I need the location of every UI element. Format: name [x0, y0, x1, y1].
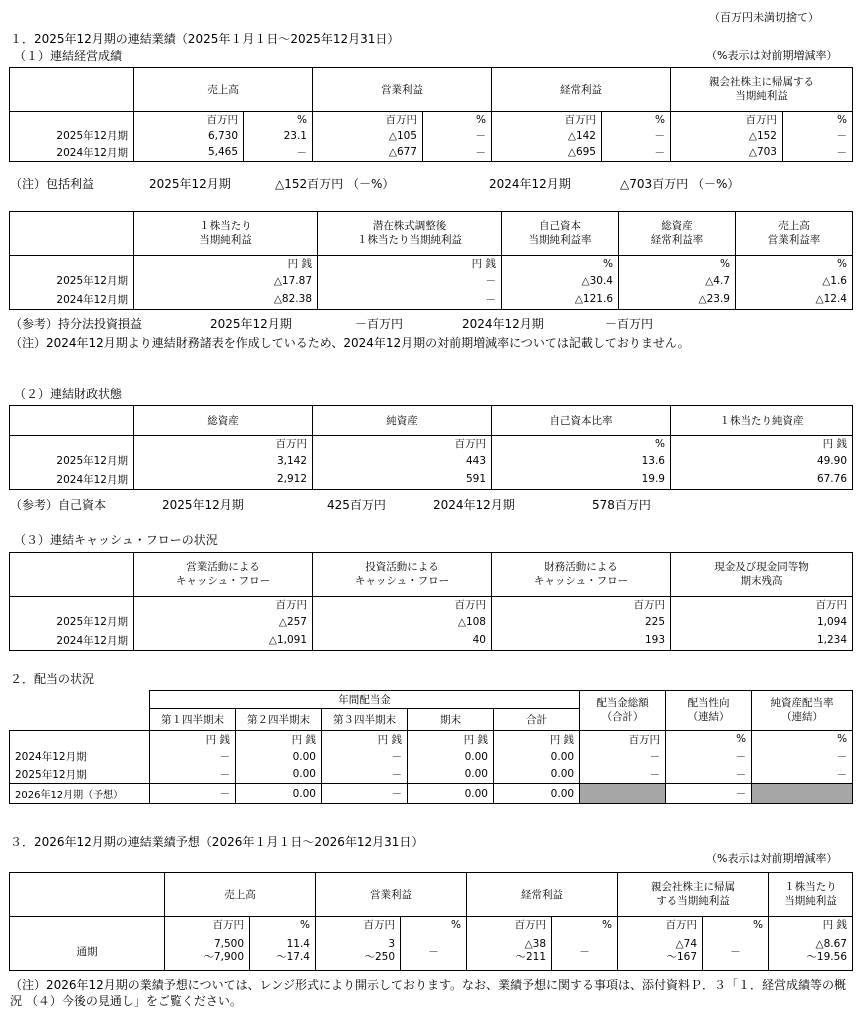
value-cell: △23.9	[619, 290, 736, 309]
comprehensive-note-label: （注）包括利益	[10, 177, 95, 191]
equity-note-label: （参考）自己資本	[10, 498, 107, 512]
unit-cell: 円 銭	[150, 731, 236, 748]
row-label: 2025年12月期	[10, 451, 134, 470]
table-row	[10, 933, 853, 971]
col-header: 親会社株主に帰属する 当期純利益	[671, 68, 853, 112]
section3-title: ３．2026年12月期の連結業績予想（2026年１月１日～2026年12月31日）	[10, 835, 424, 849]
row-label: 通期	[10, 933, 165, 971]
unit-note: （百万円未満切捨て）	[709, 11, 819, 24]
table-row	[10, 470, 853, 489]
col-header: １株当たり純資産	[671, 406, 853, 436]
unit-cell: 百万円	[134, 112, 244, 128]
unit-blank	[10, 436, 134, 452]
table-row	[10, 451, 853, 470]
value-cell: 13.6	[492, 451, 671, 470]
col-header: 財務活動による キャッシュ・フロー	[492, 553, 671, 597]
unit-cell: 百万円	[671, 597, 853, 613]
value-cell: －	[318, 271, 502, 290]
consolidation-note: （注）2024年12月期より連結財務諸表を作成しているため、2024年12月期の対前期増減率については記載しておりません。	[10, 336, 690, 350]
equity-note-period: 2025年12月期	[162, 498, 244, 512]
unit-cell: 円 銭	[322, 731, 408, 748]
row-label: 2026年12月期（予想）	[10, 784, 150, 804]
value-cell: 0.00	[236, 784, 322, 804]
unit-blank	[10, 256, 134, 272]
per-share-table	[9, 211, 853, 310]
table-row	[10, 127, 853, 144]
value-cell: △8.67 ～19.56	[769, 933, 853, 971]
unit-cell: 百万円	[492, 597, 671, 613]
value-cell: △30.4	[502, 271, 619, 290]
value-cell: 0.00	[236, 748, 322, 766]
value-cell: 225	[492, 612, 671, 631]
value-cell: －	[401, 933, 467, 971]
unit-cell: 円 銭	[494, 731, 580, 748]
forecast-note: （注）2026年12月期の業績予想については、レンジ形式により開示しております。なお、業績予想に関する事項は、添付資料Ｐ．３「１．経営成績等の概況 （４）今後の見通し」をご覧ください。	[10, 978, 847, 1009]
col-header: 合計	[494, 709, 580, 731]
header-blank	[10, 68, 134, 112]
value-cell: 7,500 ～7,900	[165, 933, 250, 971]
cash-flow-table	[9, 552, 853, 651]
col-header: 経常利益	[467, 873, 618, 917]
col-header: 営業利益	[316, 873, 467, 917]
value-cell: 19.9	[492, 470, 671, 489]
equity-note-value: 425百万円	[327, 498, 386, 512]
unit-cell: %	[401, 917, 467, 933]
value-cell: △1.6	[736, 271, 853, 290]
section1-sub1: （１）連結経営成績	[14, 49, 123, 63]
section1-title: １．2025年12月期の連結業績（2025年１月１日～2025年12月31日）	[10, 32, 400, 46]
pct-note: （%表示は対前期増減率）	[706, 852, 838, 865]
table-row	[10, 271, 853, 290]
header-blank	[10, 406, 134, 436]
unit-cell: 円 銭	[671, 436, 853, 452]
value-cell: 0.00	[236, 766, 322, 784]
comprehensive-note-value: △152百万円 （－%）	[275, 177, 395, 191]
value-cell: 0.00	[494, 748, 580, 766]
unit-cell: 百万円	[316, 917, 401, 933]
value-cell: 3 ～250	[316, 933, 401, 971]
equity-method-label: （参考）持分法投資損益	[10, 317, 143, 331]
value-cell: 40	[313, 631, 492, 650]
value-cell: －	[244, 144, 313, 161]
row-label: 2025年12月期	[10, 766, 150, 784]
value-cell: 49.90	[671, 451, 853, 470]
col-header: 自己資本比率	[492, 406, 671, 436]
financial-position-table	[9, 405, 853, 490]
equity-method-value: －百万円	[355, 317, 404, 331]
row-label: 2025年12月期	[10, 612, 134, 631]
value-cell: －	[666, 784, 752, 804]
value-cell: 5,465	[134, 144, 244, 161]
unit-cell: 円 銭	[236, 731, 322, 748]
unit-cell: %	[250, 917, 316, 933]
shaded-cell	[752, 784, 853, 804]
value-cell: △82.38	[134, 290, 318, 309]
col-header: 配当性向 （連結）	[666, 691, 752, 731]
unit-cell: 百万円	[134, 597, 313, 613]
table-row	[10, 631, 853, 650]
unit-cell: 百万円	[313, 436, 492, 452]
unit-cell: 百万円	[671, 112, 783, 128]
shaded-cell	[580, 784, 666, 804]
value-cell: △108	[313, 612, 492, 631]
unit-cell: %	[423, 112, 492, 128]
unit-cell: %	[736, 256, 853, 272]
unit-cell: 円 銭	[769, 917, 853, 933]
row-label: 2025年12月期	[10, 127, 134, 144]
section1-sub2: （２）連結財政状態	[14, 387, 123, 401]
value-cell: △105	[313, 127, 423, 144]
value-cell: －	[322, 748, 408, 766]
unit-blank	[10, 597, 134, 613]
value-cell: △257	[134, 612, 313, 631]
value-cell: 1,094	[671, 612, 853, 631]
value-cell: △38 ～211	[467, 933, 552, 971]
value-cell: －	[150, 784, 236, 804]
unit-blank	[10, 112, 134, 128]
table-row	[10, 748, 853, 766]
value-cell: 6,730	[134, 127, 244, 144]
col-header: 第１四半期末	[150, 709, 236, 731]
col-header: 売上高	[165, 873, 316, 917]
row-label: 2024年12月期	[10, 748, 150, 766]
unit-cell: %	[502, 256, 619, 272]
dividend-table	[9, 690, 853, 804]
value-cell: －	[703, 933, 769, 971]
value-cell: △703	[671, 144, 783, 161]
row-label: 2025年12月期	[10, 271, 134, 290]
value-cell: △152	[671, 127, 783, 144]
value-cell: 67.76	[671, 470, 853, 489]
value-cell: △74 ～167	[618, 933, 703, 971]
value-cell: －	[552, 933, 618, 971]
unit-cell: 円 銭	[408, 731, 494, 748]
value-cell: △4.7	[619, 271, 736, 290]
unit-cell: 百万円	[467, 917, 552, 933]
col-header: 親会社株主に帰属 する当期純利益	[618, 873, 769, 917]
col-header: 営業活動による キャッシュ・フロー	[134, 553, 313, 597]
value-cell: △1,091	[134, 631, 313, 650]
unit-blank	[10, 731, 150, 748]
unit-cell: 百万円	[313, 112, 423, 128]
section1-sub3: （３）連結キャッシュ・フローの状況	[14, 533, 218, 547]
value-cell: －	[752, 766, 853, 784]
header-blank	[10, 553, 134, 597]
header-blank	[10, 212, 134, 256]
value-cell: 591	[313, 470, 492, 489]
unit-cell: 百万円	[618, 917, 703, 933]
unit-cell: 百万円	[580, 731, 666, 748]
col-header: 経常利益	[492, 68, 671, 112]
pct-note: （%表示は対前期増減率）	[706, 49, 838, 62]
value-cell: －	[602, 127, 671, 144]
unit-cell: 円 銭	[318, 256, 502, 272]
col-header: 現金及び現金同等物 期末残高	[671, 553, 853, 597]
col-header: 投資活動による キャッシュ・フロー	[313, 553, 492, 597]
value-cell: －	[666, 748, 752, 766]
unit-cell: 百万円	[492, 112, 602, 128]
value-cell: －	[423, 144, 492, 161]
value-cell: －	[150, 766, 236, 784]
header-blank	[10, 873, 165, 917]
value-cell: －	[752, 748, 853, 766]
col-header: 営業利益	[313, 68, 492, 112]
value-cell: －	[150, 748, 236, 766]
col-header: 売上高	[134, 68, 313, 112]
unit-cell: %	[752, 731, 853, 748]
equity-note-period: 2024年12月期	[433, 498, 515, 512]
comprehensive-note-period: 2025年12月期	[149, 177, 231, 191]
unit-cell: 百万円	[165, 917, 250, 933]
col-header: １株当たり 当期純利益	[769, 873, 853, 917]
equity-method-period: 2024年12月期	[462, 317, 544, 331]
unit-cell: %	[783, 112, 853, 128]
unit-cell: %	[666, 731, 752, 748]
row-label: 2024年12月期	[10, 144, 134, 161]
col-header: 売上高 営業利益率	[736, 212, 853, 256]
section2-title: ２．配当の状況	[10, 672, 95, 686]
equity-method-value: －百万円	[605, 317, 654, 331]
value-cell: －	[322, 784, 408, 804]
value-cell: △677	[313, 144, 423, 161]
value-cell: 2,912	[134, 470, 313, 489]
header-blank	[10, 691, 150, 731]
value-cell: 11.4 ～17.4	[250, 933, 316, 971]
comprehensive-note-period: 2024年12月期	[489, 177, 571, 191]
table-row	[10, 612, 853, 631]
row-label: 2024年12月期	[10, 470, 134, 489]
unit-cell: %	[244, 112, 313, 128]
value-cell: －	[783, 144, 853, 161]
col-header: 第３四半期末	[322, 709, 408, 731]
row-label: 2024年12月期	[10, 290, 134, 309]
value-cell: －	[666, 766, 752, 784]
value-cell: △695	[492, 144, 602, 161]
value-cell: 0.00	[408, 766, 494, 784]
col-header: 期末	[408, 709, 494, 731]
operating-results-table	[9, 67, 853, 162]
unit-cell: %	[619, 256, 736, 272]
table-row	[10, 290, 853, 309]
col-header: 自己資本 当期純利益率	[502, 212, 619, 256]
table-row	[10, 144, 853, 161]
value-cell: －	[580, 766, 666, 784]
col-header: 総資産 経常利益率	[619, 212, 736, 256]
value-cell: △142	[492, 127, 602, 144]
forecast-table	[9, 872, 853, 971]
col-header: 純資産配当率 （連結）	[752, 691, 853, 731]
unit-cell: %	[492, 436, 671, 452]
value-cell: 23.1	[244, 127, 313, 144]
value-cell: 3,142	[134, 451, 313, 470]
value-cell: △12.4	[736, 290, 853, 309]
value-cell: －	[322, 766, 408, 784]
col-header: 潜在株式調整後 １株当たり当期純利益	[318, 212, 502, 256]
value-cell: －	[423, 127, 492, 144]
value-cell: 0.00	[408, 784, 494, 804]
col-header: 総資産	[134, 406, 313, 436]
value-cell: △121.6	[502, 290, 619, 309]
value-cell: 443	[313, 451, 492, 470]
unit-cell: %	[703, 917, 769, 933]
unit-cell: 円 銭	[134, 256, 318, 272]
unit-blank	[10, 917, 165, 933]
value-cell: －	[783, 127, 853, 144]
unit-cell: %	[552, 917, 618, 933]
value-cell: 0.00	[494, 766, 580, 784]
value-cell: 0.00	[408, 748, 494, 766]
unit-cell: 百万円	[134, 436, 313, 452]
unit-cell: 百万円	[313, 597, 492, 613]
col-header: 第２四半期末	[236, 709, 322, 731]
unit-cell: %	[602, 112, 671, 128]
equity-note-value: 578百万円	[592, 498, 651, 512]
value-cell: 1,234	[671, 631, 853, 650]
value-cell: －	[318, 290, 502, 309]
value-cell: △17.87	[134, 271, 318, 290]
table-row-forecast	[10, 784, 853, 804]
col-header: 配当金総額 （合計）	[580, 691, 666, 731]
col-header: １株当たり 当期純利益	[134, 212, 318, 256]
annual-dividend-header: 年間配当金	[150, 691, 580, 709]
table-row	[10, 766, 853, 784]
value-cell: 0.00	[494, 784, 580, 804]
value-cell: －	[580, 748, 666, 766]
value-cell: －	[602, 144, 671, 161]
row-label: 2024年12月期	[10, 631, 134, 650]
equity-method-period: 2025年12月期	[210, 317, 292, 331]
value-cell: 193	[492, 631, 671, 650]
comprehensive-note-value: △703百万円 （－%）	[620, 177, 740, 191]
col-header: 純資産	[313, 406, 492, 436]
